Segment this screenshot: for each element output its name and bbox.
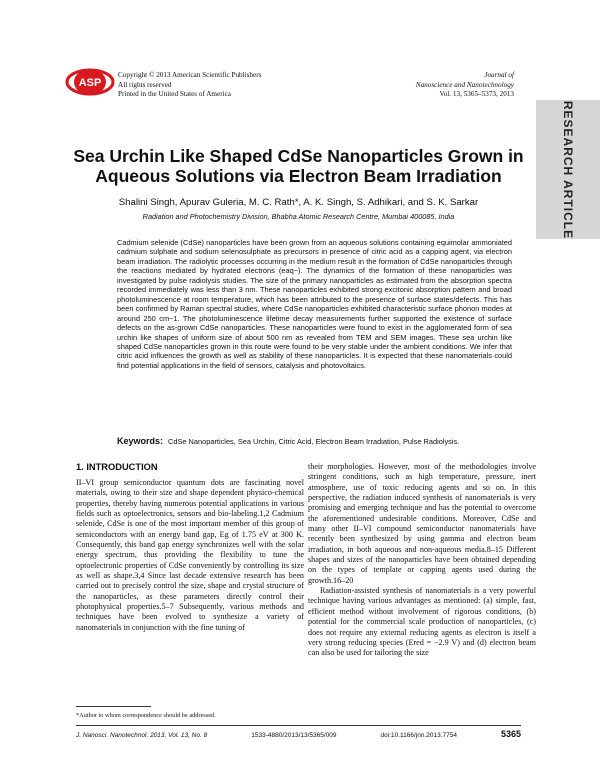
- journal-name-line-1: Journal of: [484, 71, 514, 79]
- journal-reference: J. Nanosci. Nanotechnol. 2013, Vol. 13, No. 8: [76, 732, 208, 739]
- abstract: Cadmium selenide (CdSe) nanoparticles have been grown from an aqueous solutions containing equimolar ammoniated cadmium sulphate and sodium selenosulphate as precursors in presence of citric acid as a capping agent, via electron beam irradiation. The radiolytic processes occurring in the medium result in the formation of CdSe nanoparticles through the reactions mediated by hydrated electrons (eaq−). The dynamics of the formation of these nanoparticles was investigated by pulse radiolysis studies. The size of the primary nanoparticles as estimated from the absorption spectra recorded immediately was less than 3 nm. These nanoparticles exhibited strong excitonic absorption pattern and broad photoluminescence at room temperature, which has been attributed to the presence of surface states/defects. This has been confirmed by Raman spectral studies, where CdSe nanoparticles exhibited characteristic surface phonon modes at around 250 cm−1. The photoluminescence lifetime decay measurements further supported the existence of surface defects on the as-grown CdSe nanoparticles. These nanoparticles were found to exist in the agglomerated form of sea urchin like shapes of uniform size of about 500 nm as revealed from TEM and SEM images. These sea urchin like shaped CdSe nanoparticles grown in this route were found to be very stable under the ambient conditions. We infer that citric acid influences the growth as well as stability of these nanoparticles. It is expected that these nanomaterials could find potential applications in the field of sensors, catalysis and photovoltaics.: [117, 238, 512, 370]
- paragraph: II–VI group semiconductor quantum dots are fascinating novel materials, owing to their size and shape dependent physico-chemical properties, thereby having numerous potential applications in various fields such as optoelectronics, sensors and bio-labeling.1,2 Cadmium selenide, CdSe is one of the most important member of this group of semiconductors with an energy band gap, Eg of 1.75 eV at 300 K. Consequently, this band gap energy synchronizes well with the solar energy spectrum, thus providing the flexibility to tune the optoelectronic properties of CdSe conveniently by controlling its size as well as shape.3,4 Since last decade extensive research has been carried out to precisely control the size, shape and crystal structure of the nanoparticles, as these parameters directly control their photophysical properties.5–7 Subsequently, various methods and techniques have been evolved to synthesize a variety of nanomaterials in conjunction with the fine tuning of: [76, 478, 304, 632]
- title-line-1: Sea Urchin Like Shaped CdSe Nanoparticles Grown in: [73, 146, 524, 166]
- affiliation: Radiation and Photochemistry Division, Bhabha Atomic Research Centre, Mumbai 400085, India: [142, 212, 455, 221]
- rights-line: All rights reserved: [118, 80, 172, 89]
- copyright-block: [118, 71, 261, 100]
- printed-line: Printed in the United States of America: [118, 90, 231, 99]
- footnote: *Author to whom correspondence should be addressed.: [76, 712, 216, 719]
- asp-logo: [65, 66, 115, 98]
- keywords-label: Keywords:: [117, 436, 164, 446]
- right-column: [308, 462, 536, 659]
- keywords-text: CdSe Nanoparticles, Sea Urchin, Citric Acid, Electron Beam Irradiation, Pulse Radiolysis.: [168, 437, 460, 446]
- left-column: [76, 478, 304, 633]
- title-line-2: Aqueous Solutions via Electron Beam Irradiation: [95, 166, 502, 186]
- journal-name-line-2: Nanoscience and Nanotechnology: [415, 80, 514, 89]
- keywords: [117, 437, 512, 447]
- footnote-divider: [76, 706, 151, 707]
- page-footer: [76, 729, 521, 739]
- author-list: Shalini Singh, Apurav Guleria, M. C. Rath*, A. K. Singh, S. Adhikari, and S. K. Sarkar: [118, 197, 479, 208]
- svg-text:ASP: ASP: [78, 77, 102, 89]
- copyright-line: Copyright © 2013 American Scientific Publishers: [118, 71, 262, 79]
- issn: 1533-4880/2013/13/5365/009: [251, 732, 337, 739]
- paragraph: Radiation-assisted synthesis of nanomaterials is a very powerful technique having various advantages as mentioned: (a) simple, fast, efficient method without involvement of rigorous conditions, (b) potential for the commercial scale production of nanoparticles, (c) does not require any external reducing agents as electron is itself a very strong reducing species (Ered = −2.9 V) and (d) electron beam can also be used for tailoring the size: [308, 586, 536, 658]
- research-article-label: RESEARCH ARTICLE: [561, 100, 575, 239]
- doi: doi:10.1166/jnn.2013.7754: [380, 732, 457, 739]
- paragraph: their morphologies. However, most of the methodologies involve stringent conditions, such as high temperature, pressure, inert atmosphere, use of toxic reducing agents and so on. In this perspective, the radiation induced synthesis of nanomaterials is very promising and emerging technique and has the potential to overcome the aforementioned undesirable conditions. Moreover, CdSe and many other II–VI compound semiconductor nanomaterials have recently been synthesized by using gamma and electron beam irradiation, in both aqueous and non-aqueous media.8–15 Different shapes and sizes of the nanoparticles have been obtained depending on the types of template or capping agents used during the growth.16–20: [308, 462, 536, 585]
- section-heading: 1. INTRODUCTION: [76, 462, 158, 472]
- journal-info: [416, 71, 514, 100]
- research-article-tab: [536, 100, 600, 239]
- footer-divider: [76, 725, 521, 726]
- volume-line: Vol. 13, 5365–5373, 2013: [439, 90, 514, 99]
- page-number: 5365: [500, 729, 521, 739]
- paper-title: [66, 146, 531, 186]
